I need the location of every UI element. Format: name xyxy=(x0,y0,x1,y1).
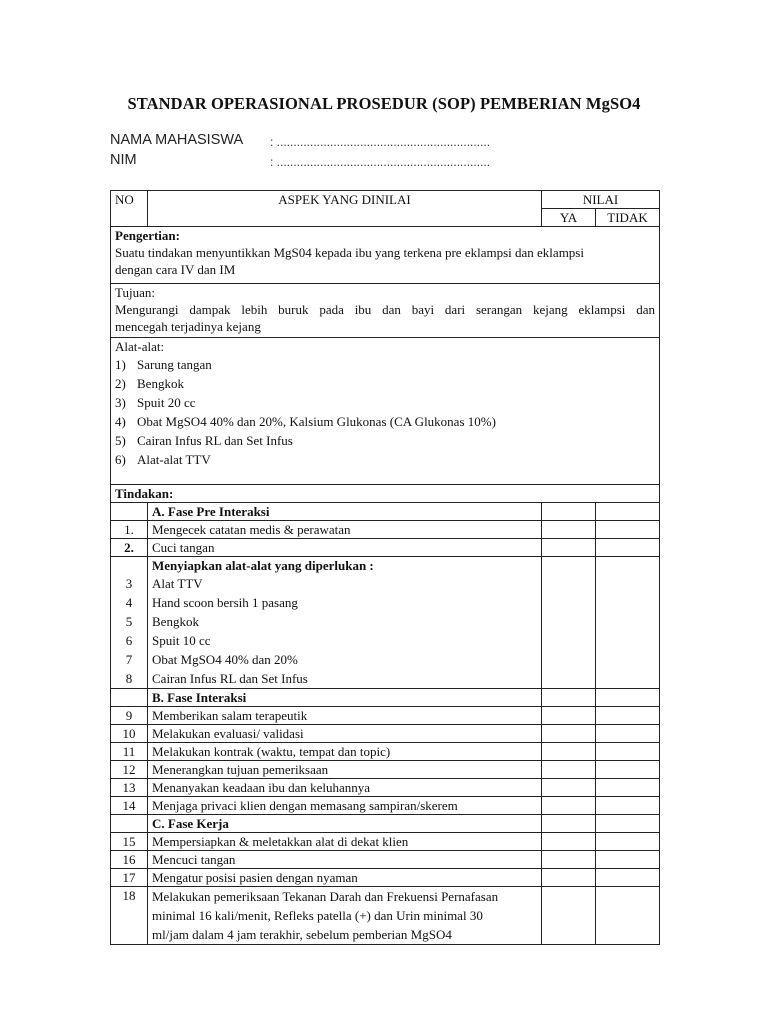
row-number: 13 xyxy=(111,779,148,797)
row-number: 1. xyxy=(111,521,148,539)
check-ya[interactable] xyxy=(542,887,596,945)
step-text: Alat TTV xyxy=(152,576,203,591)
step-text: Cairan Infus RL dan Set Infus xyxy=(152,671,308,686)
step-text: Menanyakan keadaan ibu dan keluhannya xyxy=(148,779,542,797)
pengertian-text-2: dengan cara IV dan IM xyxy=(115,262,236,277)
check-tidak[interactable] xyxy=(596,761,660,779)
row-number: 12 xyxy=(111,761,148,779)
fase-a-heading: A. Fase Pre Interaksi xyxy=(148,503,542,521)
alat-item: 2) Bengkok xyxy=(115,376,184,391)
check-ya[interactable] xyxy=(542,725,596,743)
row-number: 14 xyxy=(111,797,148,815)
step-text: Menjaga privaci klien dengan memasang sampiran/skerem xyxy=(148,797,542,815)
check-ya[interactable] xyxy=(542,689,596,707)
nim-label: NIM xyxy=(110,152,137,168)
check-tidak[interactable] xyxy=(596,521,660,539)
tujuan-heading: Tujuan: xyxy=(115,285,155,300)
check-ya[interactable] xyxy=(542,557,596,689)
check-ya[interactable] xyxy=(542,833,596,851)
pengertian-heading: Pengertian: xyxy=(115,228,180,243)
alat-heading: Alat-alat: xyxy=(115,339,165,354)
row-number: 10 xyxy=(111,725,148,743)
alat-item: 1) Sarung tangan xyxy=(115,357,212,372)
row-number: 18 xyxy=(111,887,148,945)
step-text: Bengkok xyxy=(152,614,199,629)
step-text: Melakukan pemeriksaan Tekanan Darah dan Frekuensi Pernafasan minimal 16 kali/menit, Refleks patella (+) dan Urin minimal 30 ml/jam dalam 4 jam terakhir, sebelum pemberian MgSO4 xyxy=(148,887,542,945)
fase-b-heading: B. Fase Interaksi xyxy=(148,689,542,707)
check-tidak[interactable] xyxy=(596,833,660,851)
row-number: 16 xyxy=(111,851,148,869)
check-tidak[interactable] xyxy=(596,887,660,945)
step-text: Melakukan evaluasi/ validasi xyxy=(148,725,542,743)
check-tidak[interactable] xyxy=(596,503,660,521)
header-tidak: TIDAK xyxy=(596,209,660,227)
step-text: Mencuci tangan xyxy=(148,851,542,869)
check-tidak[interactable] xyxy=(596,779,660,797)
check-tidak[interactable] xyxy=(596,689,660,707)
student-name-label: NAMA MAHASISWA xyxy=(110,132,244,148)
check-ya[interactable] xyxy=(542,851,596,869)
check-ya[interactable] xyxy=(542,869,596,887)
check-tidak[interactable] xyxy=(596,707,660,725)
check-ya[interactable] xyxy=(542,707,596,725)
step-text: Cuci tangan xyxy=(148,539,542,557)
row-number: 9 xyxy=(111,707,148,725)
check-ya[interactable] xyxy=(542,503,596,521)
student-name-blank: : ................................................................ xyxy=(270,135,491,149)
check-ya[interactable] xyxy=(542,743,596,761)
sop-assessment-table xyxy=(110,190,660,945)
page-title: STANDAR OPERASIONAL PROSEDUR (SOP) PEMBERIAN MgSO4 xyxy=(127,94,641,113)
check-ya[interactable] xyxy=(542,779,596,797)
row-number: 11 xyxy=(111,743,148,761)
step-text: Melakukan kontrak (waktu, tempat dan topic) xyxy=(148,743,542,761)
check-ya[interactable] xyxy=(542,797,596,815)
step-text: Spuit 10 cc xyxy=(152,633,211,648)
alat-section xyxy=(111,338,660,485)
step-text: Mengecek catatan medis & perawatan xyxy=(148,521,542,539)
step-text: Menerangkan tujuan pemeriksaan xyxy=(148,761,542,779)
step-text: Obat MgSO4 40% dan 20% xyxy=(152,652,298,667)
check-ya[interactable] xyxy=(542,815,596,833)
check-tidak[interactable] xyxy=(596,557,660,689)
check-tidak[interactable] xyxy=(596,539,660,557)
check-tidak[interactable] xyxy=(596,743,660,761)
menyiapkan-alat-list xyxy=(148,557,542,689)
menyiapkan-heading: Menyiapkan alat-alat yang diperlukan : xyxy=(152,558,374,573)
step-text: Mengatur posisi pasien dengan nyaman xyxy=(148,869,542,887)
check-ya[interactable] xyxy=(542,761,596,779)
check-ya[interactable] xyxy=(542,539,596,557)
header-nilai: NILAI xyxy=(542,191,660,209)
alat-item: 3) Spuit 20 cc xyxy=(115,395,196,410)
check-tidak[interactable] xyxy=(596,725,660,743)
row-number: 2. xyxy=(111,539,148,557)
tujuan-text-2: mencegah terjadinya kejang xyxy=(115,319,261,334)
pengertian-text-1: Suatu tindakan menyuntikkan MgS04 kepada ibu yang terkena pre eklampsi dan eklampsi xyxy=(115,245,584,260)
header-aspek: ASPEK YANG DINILAI xyxy=(148,191,542,227)
check-tidak[interactable] xyxy=(596,815,660,833)
check-tidak[interactable] xyxy=(596,851,660,869)
step-text: Hand scoon bersih 1 pasang xyxy=(152,595,298,610)
tujuan-section xyxy=(111,284,660,338)
tujuan-text-1: Mengurangi dampak lebih buruk pada ibu dan bayi dari serangan kejang eklampsi dan xyxy=(115,302,656,317)
tindakan-heading: Tindakan: xyxy=(111,485,660,503)
pengertian-section xyxy=(111,227,660,284)
alat-item: 5) Cairan Infus RL dan Set Infus xyxy=(115,433,293,448)
alat-item: 4) Obat MgSO4 40% dan 20%, Kalsium Glukonas (CA Glukonas 10%) xyxy=(115,414,496,429)
row-number: 17 xyxy=(111,869,148,887)
header-ya: YA xyxy=(542,209,596,227)
row-number-group: 3 4 5 6 7 8 xyxy=(111,557,148,689)
check-tidak[interactable] xyxy=(596,869,660,887)
step-text: Mempersiapkan & meletakkan alat di dekat klien xyxy=(148,833,542,851)
nim-blank: : ................................................................ xyxy=(270,155,491,169)
check-tidak[interactable] xyxy=(596,797,660,815)
step-text: Memberikan salam terapeutik xyxy=(148,707,542,725)
row-number: 15 xyxy=(111,833,148,851)
check-ya[interactable] xyxy=(542,521,596,539)
header-no: NO xyxy=(111,191,148,227)
alat-item: 6) Alat-alat TTV xyxy=(115,452,211,467)
fase-c-heading: C. Fase Kerja xyxy=(148,815,542,833)
